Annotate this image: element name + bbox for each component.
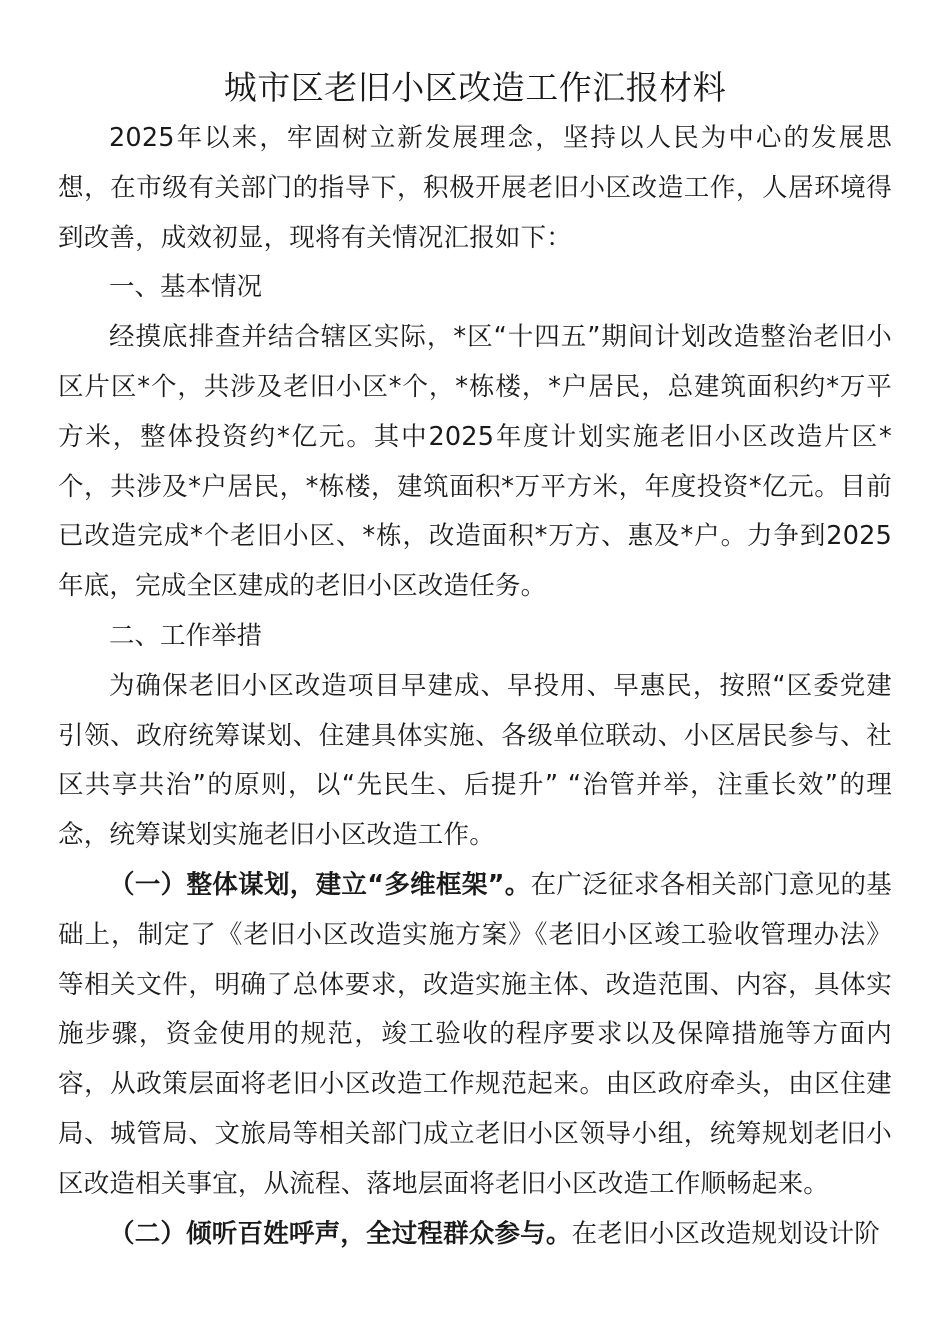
item1-body: 在广泛征求各相关部门意见的基础上，制定了《老旧小区改造实施方案》《老旧小区竣工验收管理办法》等相关文件，明确了总体要求，改造实施主体、改造范围、内容，具体实施步骤，资金使用的规范，竣工验收的程序要求以及保障措施等方面内容，从政策层面将老旧小区改造工作规范起来。由区政府牵头，由区住建局、城管局、文旅局等相关部门成立老旧小区领导小组，统筹规划老旧小区改造相关事宜，从流程、落地层面将老旧小区改造工作顺畅起来。 (58, 869, 892, 1199)
item2-paragraph (58, 1210, 892, 1260)
section1-paragraph: 经摸底排查并结合辖区实际，*区“十四五”期间计划改造整治老旧小区片区*个，共涉及老旧小区*个，*栋楼，*户居民，总建筑面积约*万平方米，整体投资约*亿元。其中2025年度计划实施老旧小区改造片区*个，共涉及*户居民，*栋楼，建筑面积*万平方米，年度投资*亿元。目前已改造完成*个老旧小区、*栋，改造面积*万方、惠及*户。力争到2025年底，完成全区建成的老旧小区改造任务。 (58, 322, 892, 602)
item2-lead: （二）倾听百姓呼声，全过程群众参与。 (109, 1218, 572, 1249)
document-page (58, 62, 892, 1259)
item1-lead: （一）整体谋划，建立“多维框架”。 (109, 869, 531, 900)
document-title: 城市区老旧小区改造工作汇报材料 (223, 68, 727, 107)
section2-paragraph: 为确保老旧小区改造项目早建成、早投用、早惠民，按照“区委党建引领、政府统筹谋划、住建具体实施、各级单位联动、小区居民参与、社区共享共治”的原则，以“先民生、后提升” “治管并举，注重长效”的理念，统筹谋划实施老旧小区改造工作。 (58, 670, 892, 851)
item1-paragraph (58, 861, 892, 1210)
intro-paragraph: 2025年以来，牢固树立新发展理念，坚持以人民为中心的发展思想，在市级有关部门的指导下，积极开展老旧小区改造工作，人居环境得到改善，成效初显，现将有关情况汇报如下： (58, 123, 892, 253)
item2-body: 在老旧小区改造规划设计阶 (571, 1218, 881, 1249)
section1-heading: 一、基本情况 (109, 272, 263, 303)
section2-heading: 二、工作举措 (109, 620, 263, 651)
